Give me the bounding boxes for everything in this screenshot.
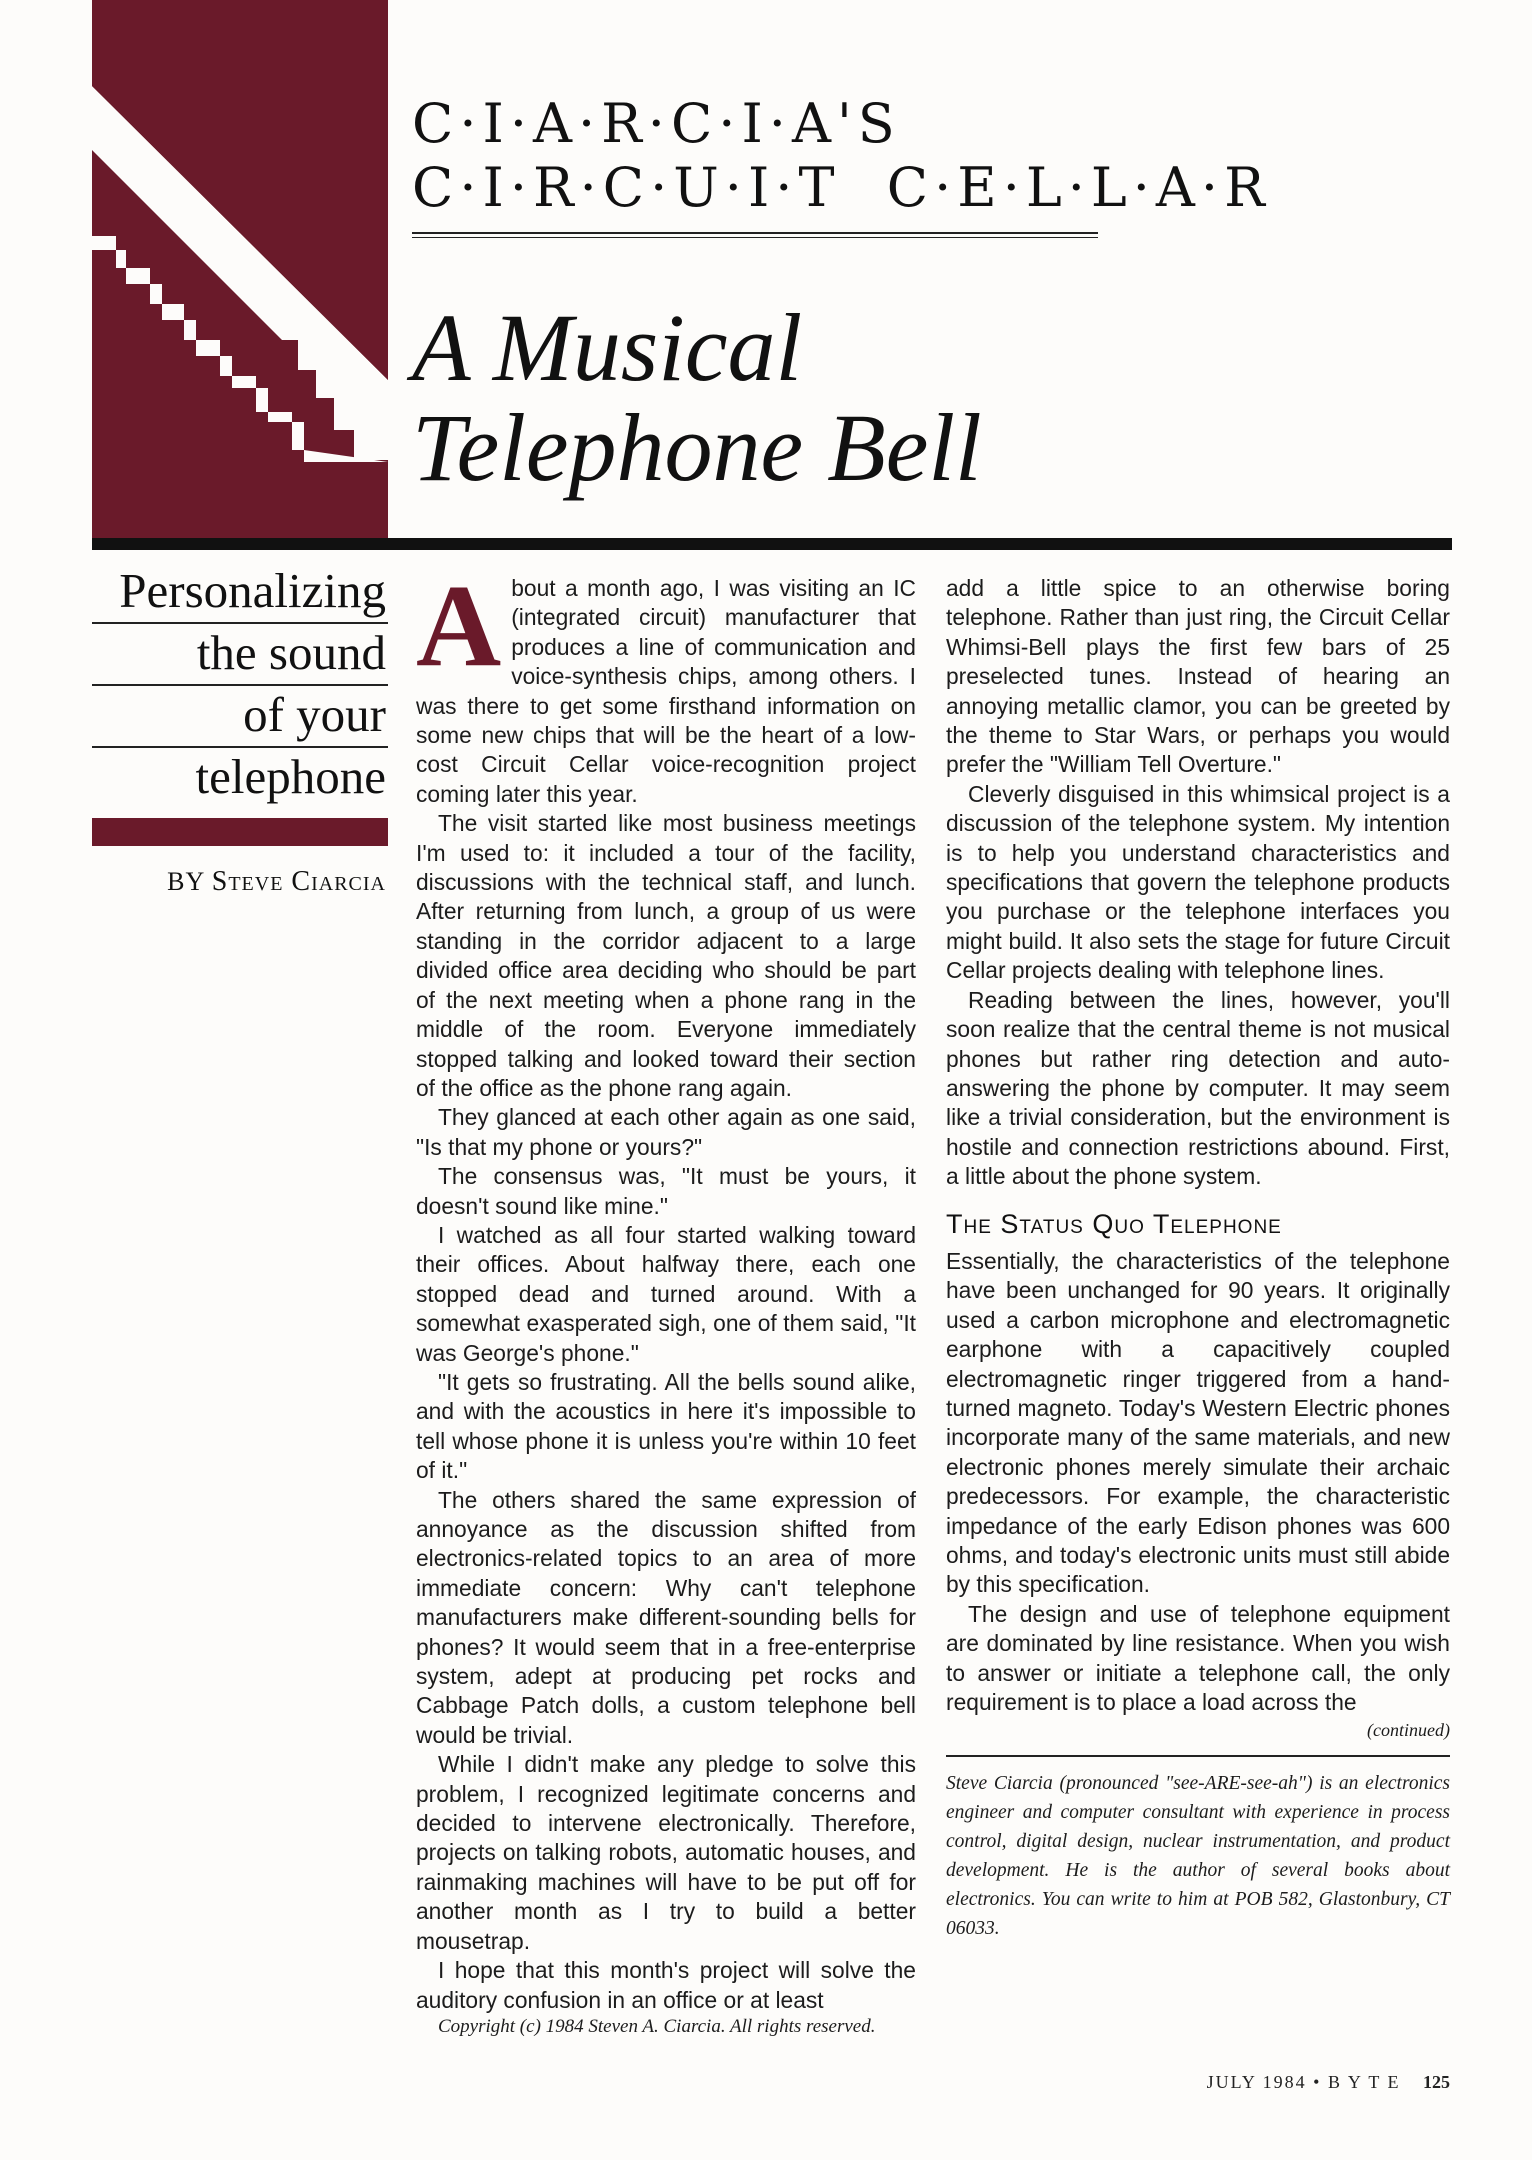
body-column-1 <box>416 560 916 2039</box>
deck-accent-bar <box>92 818 388 846</box>
header-rule <box>92 538 1452 550</box>
byline-by: BY <box>167 867 205 896</box>
author-bio: Steve Ciarcia (pronounced "see-ARE-see-ah") is an electronics engineer and computer consultant with experience in process control, digital design, nuclear instrumentation, and product development. He is the author of several books about electronics. You can write to him at POB 582, Glastonbury, CT 06033. <box>946 1773 1450 1940</box>
paragraph: While I didn't make any pledge to solve this problem, I recognized legitimate concerns and decided to intervene electronically. Therefore, projects on talking robots, automatic houses, and rainmaking machines will have to be put off for another month as I try to build a better mousetrap. <box>416 1751 916 1954</box>
continued-marker: (continued) <box>1367 1720 1450 1741</box>
title-line-2: Telephone Bell <box>412 394 982 501</box>
series-title <box>412 92 1271 220</box>
paragraph: They glanced at each other again as one said, "Is that my phone or yours?" <box>416 1104 916 1160</box>
drop-cap: A <box>416 560 502 691</box>
issue-label: JULY 1984 • B Y T E <box>1206 2072 1401 2092</box>
copyright-notice: Copyright (c) 1984 Steven A. Ciarcia. All rights reserved. <box>438 2015 876 2037</box>
deck-line: telephone <box>195 749 386 804</box>
bio-rule <box>946 1755 1450 1757</box>
deck-line: Personalizing <box>92 562 388 624</box>
deck <box>92 562 388 808</box>
paragraph: I watched as all four started walking toward their offices. About halfway there, each one stopped dead and turned around. With a somewhat exasperated sigh, one of them said, "It was George's phone." <box>416 1221 916 1366</box>
deck-line: the sound <box>92 624 388 686</box>
paragraph: add a little spice to an otherwise boring telephone. Rather than just ring, the Circuit Cellar Whimsi-Bell plays the first few bars of 25 preselected tunes. Instead of hearing an annoying metallic clamor, you can be greeted by the theme to Star Wars, or perhaps you would prefer the "William Tell Overture." <box>946 575 1450 778</box>
series-rule <box>412 232 1098 238</box>
paragraph: "It gets so frustrating. All the bells sound alike, and with the acoustics in here it's impossible to tell whose phone it is unless you're within 10 feet of it." <box>416 1368 916 1484</box>
banner-graphic <box>92 0 388 538</box>
paragraph: About a month ago, I was visiting an IC (integrated circuit) manufacturer that produces a line of communication and voice-synthesis chips, among others. I was there to get some firsthand information on some new chips that will be the heart of a low-cost Circuit Cellar voice-recognition project coming later this year. <box>416 560 916 807</box>
paragraph: Essentially, the characteristics of the telephone have been unchanged for 90 years. It originally used a carbon microphone and electromagnetic earphone with a capacitively coupled electromagnetic ringer triggered from a hand-turned magneto. Today's Western Electric phones incorporate many of the same materials, and new electronic phones merely simulate their archaic predecessors. For example, the characteristic impedance of the early Edison phones was 600 ohms, and today's electronic units must still abide by this specification. <box>946 1247 1450 1598</box>
byline <box>92 866 386 898</box>
paragraph: The others shared the same expression of annoyance as the discussion shifted from electronics-related topics to an area of more immediate concern: Why can't telephone manufacturers make different-sounding bells for phones? It would seem that in a free-enterprise system, adept at producing pet rocks and Cabbage Patch dolls, a custom telephone bell would be trivial. <box>416 1486 916 1748</box>
paragraph: The visit started like most business meetings I'm used to: it included a tour of the facility, discussions with the technical staff, and lunch. After returning from lunch, a group of us were standing in the corridor adjacent to a large divided office area deciding who should be part of the next meeting when a phone rang in the middle of the room. Everyone immediately stopped talking and looked toward their section of the office as the phone rang again. <box>416 810 916 1101</box>
body-column-2 <box>946 574 1450 1943</box>
paragraph: The design and use of telephone equipment are dominated by line resistance. When you wish to answer or initiate a telephone call, the only requirement is to place a load across the <box>946 1600 1450 1716</box>
paragraph: I hope that this month's project will solve the auditory confusion in an office or at least <box>416 1957 916 2013</box>
page-number: 125 <box>1423 2072 1450 2092</box>
series-line-1: C·I·A·R·C·I·A'S <box>412 92 901 155</box>
title-line-1: A Musical <box>412 294 803 401</box>
series-line-2: C·I·R·C·U·I·T C·E·L·L·A·R <box>412 156 1271 219</box>
paragraph: Cleverly disguised in this whimsical project is a discussion of the telephone system. My intention is to help you understand characteristics and specifications that govern the telephone products you purchase or the telephone interfaces you might build. It also sets the stage for future Circuit Cellar projects dealing with telephone lines. <box>946 780 1450 984</box>
section-heading: The Status Quo Telephone <box>946 1208 1282 1239</box>
byline-author: Steve Ciarcia <box>211 866 386 897</box>
deck-line: of your <box>92 686 388 748</box>
page-footer <box>1207 2072 1450 2093</box>
article-title <box>412 294 982 501</box>
paragraph: The consensus was, "It must be yours, it doesn't sound like mine." <box>416 1163 916 1219</box>
paragraph: Reading between the lines, however, you'll soon realize that the central theme is not musical phones but rather ring detection and auto-answering the phone by computer. It may seem like a trivial consideration, but the environment is hostile and connection restrictions abound. First, a little about the phone system. <box>946 986 1450 1190</box>
